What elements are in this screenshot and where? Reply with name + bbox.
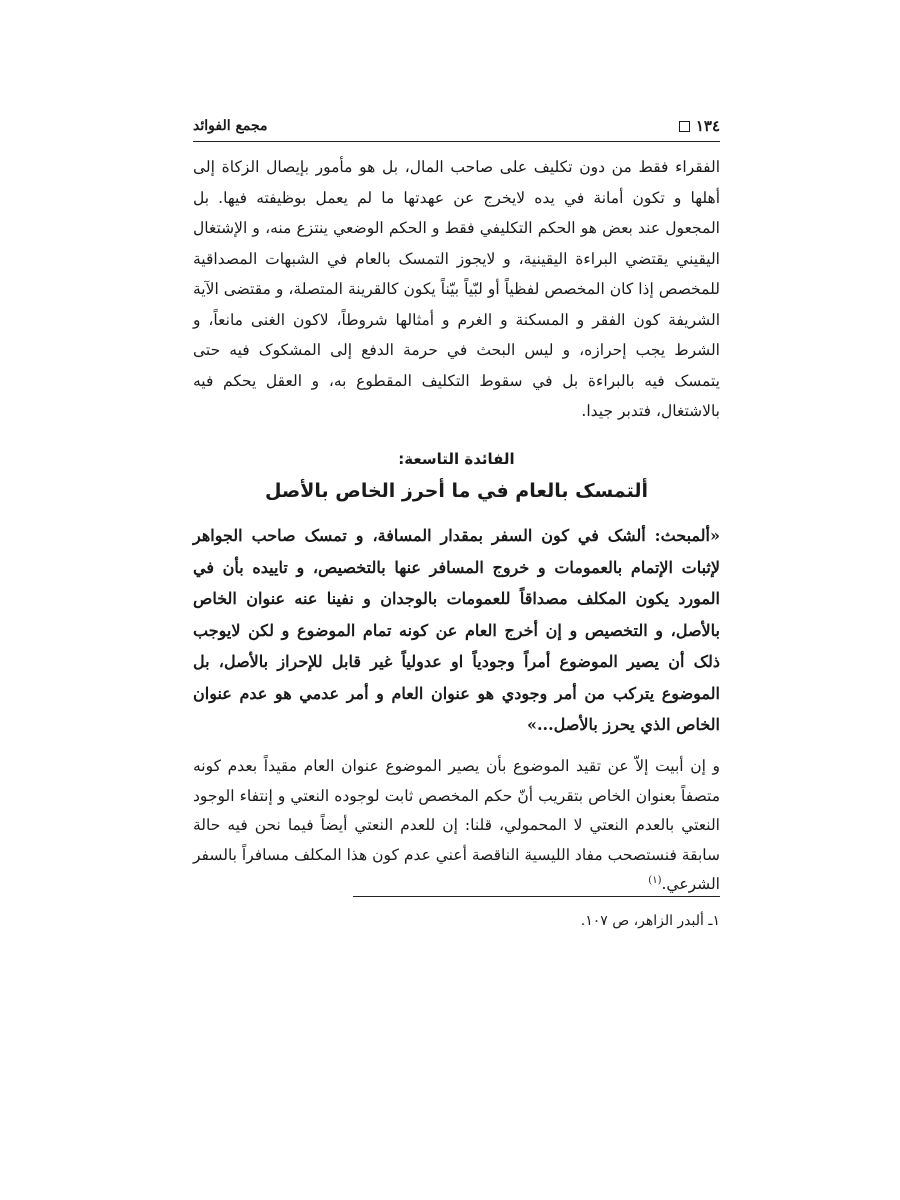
section-title: الفائدة التاسعة: [398,450,515,468]
page-number [679,117,720,135]
closing-paragraph [193,752,720,900]
section-subtitle: ألتمسک بالعام في ما أحرز الخاص بالأصل [264,480,649,502]
header-divider [193,141,720,142]
footnote-marker[interactable]: (١) [648,874,662,886]
book-title: مجمع الفوائد [193,118,268,134]
quoted-passage: «ألمبحث: ألشک في كون السفر بمقدار المسافة، و تمسک صاحب الجواهر لإثبات الإتمام بالعمومات و خروج المسافر عنها بالتخصيص، و تاييده بأن في المورد يكون المكلف مصداقاً للعمومات بالوجدان و نفينا عنه عنوان الخاص بالأصل، و التخصيص و إن أخرج العام عن كونه تمام الموضوع و لكن لايوجب ذلک أن يصير الموضوع أمراً وجودياً او عدولياً غير قابل للإحراز بالأصل، بل الموضوع يتركب من أمر وجودي هو عنوان العام و أمر عدمي هو عدم عنوان الخاص الذي يحرز بالأصل...» [193,526,721,734]
page-header [193,114,720,138]
footnote-divider [353,896,720,897]
square-ornament-icon [679,121,690,132]
footnote: ١ـ ألبدر الزاهر، ص ١٠٧. [580,913,720,929]
intro-paragraph: الفقراء فقط من دون تكليف على صاحب المال، بل هو مأمور بإيصال الزكاة إلى أهلها و تكون أمانة في يده لايخرج عن عهدتها ما لم يعمل بوظيفته فيها. بل المجعول عند بعض هو الحكم التكليفي فقط و الحكم الوضعي ينتزع منه، و الإشتغال اليقيني يقتضي البراءة اليقينية، و لايجوز التمسک بالعام في الشبهات المصداقية للمخصص إذا كان المخصص لفظياً أو لبّياً بيّناً يكون كالقرينة المتصلة، و مقتضى الآية الشريفة كون الفقر و المسكنة و الغرم و أمثالها شروطاً، لاكون الغنى مانعاً، و الشرط يجب إحرازه، و ليس البحث في حرمة الدفع إلى المشكوک فيه حتى يتمسک فيه بالبراءة بل في سقوط التكليف المقطوع به، و العقل يحكم فيه بالاشتغال، فتدبر جيدا. [193,158,720,420]
page-number-text: ١٣٤ [695,117,720,135]
closing-paragraph-text: و إن أبيت إلاّ عن تقيد الموضوع بأن يصير الموضوع عنوان العام مقيداً بعدم كونه متصفاً بعنوان الخاص بتقريب أنّ حكم المخصص ثابت لوجوده النعتي و إنتفاء الوجود النعتي بالعدم النعتي لا المحمولي، قلنا: إن للعدم النعتي أيضاً فيما نحن فيه حالة سابقة فنستصحب مفاد الليسية الناقصة أعني عدم كون هذا المكلف مسافراً بالسفر الشرعي. [193,757,720,893]
